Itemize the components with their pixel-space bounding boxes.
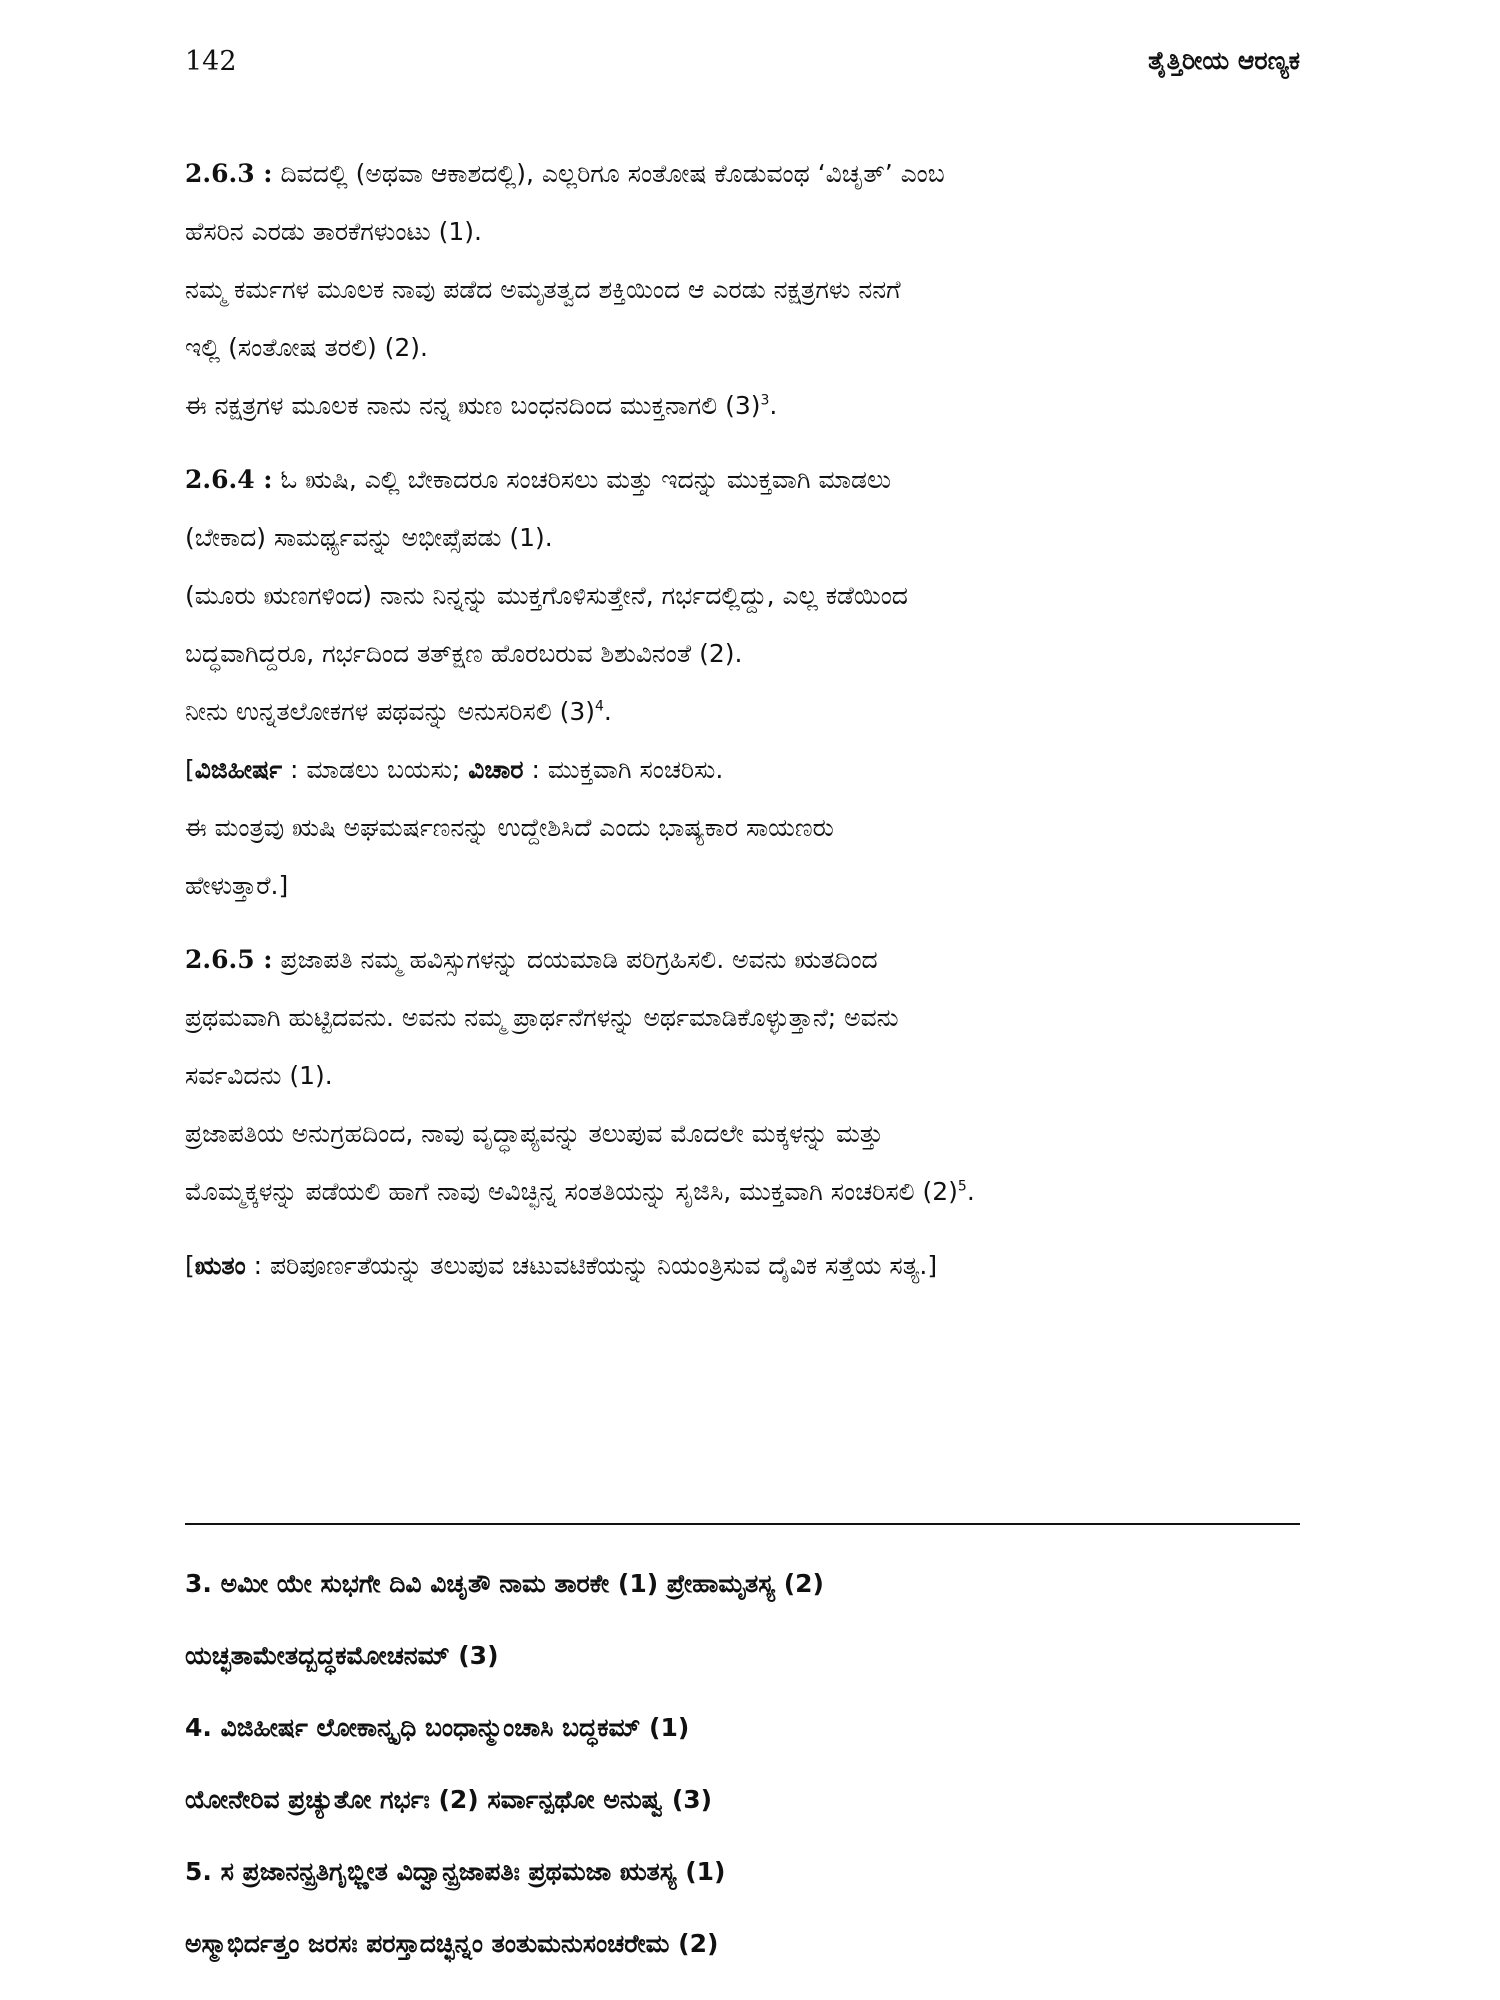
verse-line: (ಮೂರು ಋಣಗಳಿಂದ) ನಾನು ನಿನ್ನನ್ನು ಮುಕ್ತಗೊಳಿಸುತ್ತೇನೆ, ಗರ್ಭದಲ್ಲಿದ್ದು, ಎಲ್ಲ ಕಡೆಯಿಂದ xyxy=(185,581,908,610)
verse-number: 2.6.4 : xyxy=(185,465,273,494)
footnote-ref: 3 xyxy=(760,392,770,409)
glossary-note-rta: [ಋತಂ : ಪರಿಪೂರ್ಣತೆಯನ್ನು ತಲುಪುವ ಚಟುವಟಿಕೆಯನ್ನು ನಿಯಂತ್ರಿಸುವ ದೈವಿಕ ಸತ್ತೆಯ ಸತ್ಯ.] xyxy=(185,1251,938,1280)
glossary-term: ವಿಜಿಹೀರ್ಷ xyxy=(194,755,283,784)
verse-line: ಇಲ್ಲಿ (ಸಂತೋಷ ತರಲಿ) (2). xyxy=(185,333,429,362)
verse-line: (ಬೇಕಾದ) ಸಾಮರ್ಥ್ಯವನ್ನು ಅಭೀಪ್ಸೆಪಡು (1). xyxy=(185,523,553,552)
verse-2-6-3 xyxy=(185,145,1300,435)
footnote-line: ಯಚ್ಛತಾಮೇತದ್ಬದ್ಧಕಮೋಚನಮ್ (3) xyxy=(185,1641,499,1670)
verse-line: ಈ ನಕ್ಷತ್ರಗಳ ಮೂಲಕ ನಾನು ನನ್ನ ಋಣ ಬಂಧನದಿಂದ ಮುಕ್ತನಾಗಲಿ $(3)^3$. xyxy=(185,391,778,420)
glossary-term: ಋತಂ xyxy=(194,1251,246,1280)
note-line: ಹೇಳುತ್ತಾರೆ.] xyxy=(185,871,289,900)
footnote-line: 5. ಸ ಪ್ರಜಾನನ್ಪ್ರತಿಗೃಭ್ಣೀತ ವಿದ್ವಾನ್ಪ್ರಜಾಪತಿಃ ಪ್ರಥಮಜಾ ಋತಸ್ಯ (1) xyxy=(185,1857,726,1886)
running-title: ತೈತ್ತಿರೀಯ ಆರಣ್ಯಕ xyxy=(1148,46,1300,75)
glossary-note: [ವಿಜಿಹೀರ್ಷ : ಮಾಡಲು ಬಯಸು; ವಿಚಾರ : ಮುಕ್ತವಾಗಿ ಸಂಚರಿಸು. xyxy=(185,755,724,784)
verse-line: ಹೆಸರಿನ ಎರಡು ತಾರಕೆಗಳುಂಟು (1). xyxy=(185,217,483,246)
page-header xyxy=(185,38,1300,88)
footnote-ref: 5 xyxy=(957,1178,967,1195)
verse-line: ಮೊಮ್ಮಕ್ಕಳನ್ನು ಪಡೆಯಲಿ ಹಾಗೆ ನಾವು ಅವಿಚ್ಛಿನ್ನ ಸಂತತಿಯನ್ನು ಸೃಜಿಸಿ, ಮುಕ್ತವಾಗಿ ಸಂಚರಿಸಲಿ $(2)^5$. xyxy=(185,1177,975,1206)
footnote-line: ಯೋನೇರಿವ ಪ್ರಚ್ಯುತೋ ಗರ್ಭಃ (2) ಸರ್ವಾನ್ಪಥೋ ಅನುಷ್ವ (3) xyxy=(185,1785,713,1814)
verse-number: 2.6.5 : xyxy=(185,945,273,974)
verse-number: 2.6.3 : xyxy=(185,159,273,188)
verse-line: ನಮ್ಮ ಕರ್ಮಗಳ ಮೂಲಕ ನಾವು ಪಡೆದ ಅಮೃತತ್ವದ ಶಕ್ತಿಯಿಂದ ಆ ಎರಡು ನಕ್ಷತ್ರಗಳು ನನಗೆ xyxy=(185,275,901,304)
verse-line: ಪ್ರಜಾಪತಿಯ ಅನುಗ್ರಹದಿಂದ, ನಾವು ವೃದ್ಧಾಪ್ಯವನ್ನು ತಲುಪುವ ಮೊದಲೇ ಮಕ್ಕಳನ್ನು ಮತ್ತು xyxy=(185,1119,884,1148)
verse-line: 2.6.4 : ಓ ಋಷಿ, ಎಲ್ಲಿ ಬೇಕಾದರೂ ಸಂಚರಿಸಲು ಮತ್ತು ಇದನ್ನು ಮುಕ್ತವಾಗಿ ಮಾಡಲು xyxy=(185,465,892,494)
footnote-divider xyxy=(185,1523,1300,1525)
page-number: 142 xyxy=(185,46,237,77)
footnote-line: ಅಸ್ಮಾಭಿರ್ದತ್ತಂ ಜರಸಃ ಪರಸ್ತಾದಚ್ಛಿನ್ನಂ ತಂತುಮನುಸಂಚರೇಮ (2) xyxy=(185,1929,719,1958)
footnote-line: 3. ಅಮೀ ಯೇ ಸುಭಗೇ ದಿವಿ ವಿಚೃತೌ ನಾಮ ತಾರಕೇ (1) ಪ್ರೇಹಾಮೃತಸ್ಯ (2) xyxy=(185,1569,824,1598)
glossary-term: ವಿಚಾರ xyxy=(468,755,524,784)
verse-2-6-4 xyxy=(185,451,1300,915)
footnotes xyxy=(185,1548,1300,1980)
verse-2-6-5 xyxy=(185,931,1300,1221)
verse-line: 2.6.5 : ಪ್ರಜಾಪತಿ ನಮ್ಮ ಹವಿಸ್ಸುಗಳನ್ನು ದಯಮಾಡಿ ಪರಿಗ್ರಹಿಸಲಿ. ಅವನು ಋತದಿಂದ xyxy=(185,945,878,974)
verse-line: ಬದ್ಧವಾಗಿದ್ದರೂ, ಗರ್ಭದಿಂದ ತತ್‌ಕ್ಷಣ ಹೊರಬರುವ ಶಿಶುವಿನಂತೆ (2). xyxy=(185,639,743,668)
verse-line: ಸರ್ವವಿದನು (1). xyxy=(185,1061,333,1090)
page-body xyxy=(185,145,1300,1311)
verse-line: ಪ್ರಥಮವಾಗಿ ಹುಟ್ಟಿದವನು. ಅವನು ನಮ್ಮ ಪ್ರಾರ್ಥನೆಗಳನ್ನು ಅರ್ಥಮಾಡಿಕೊಳ್ಳುತ್ತಾನೆ; ಅವನು xyxy=(185,1003,899,1032)
footnote-ref: 4 xyxy=(594,698,604,715)
footnote-line: 4. ವಿಜಿಹೀರ್ಷ ಲೋಕಾನ್ಕೃಧಿ ಬಂಧಾನ್ಮುಂಚಾಸಿ ಬದ್ಧಕಮ್ (1) xyxy=(185,1713,690,1742)
verse-line: 2.6.3 : ದಿವದಲ್ಲಿ (ಅಥವಾ ಆಕಾಶದಲ್ಲಿ), ಎಲ್ಲರಿಗೂ ಸಂತೋಷ ಕೊಡುವಂಥ ‘ವಿಚೃತ್’ ಎಂಬ xyxy=(185,159,945,188)
note-line: ಈ ಮಂತ್ರವು ಋಷಿ ಅಘಮರ್ಷಣನನ್ನು ಉದ್ದೇಶಿಸಿದೆ ಎಂದು ಭಾಷ್ಯಕಾರ ಸಾಯಣರು xyxy=(185,813,834,842)
verse-line: ನೀನು ಉನ್ನತಲೋಕಗಳ ಪಥವನ್ನು ಅನುಸರಿಸಲಿ $(3)^4$. xyxy=(185,697,612,726)
